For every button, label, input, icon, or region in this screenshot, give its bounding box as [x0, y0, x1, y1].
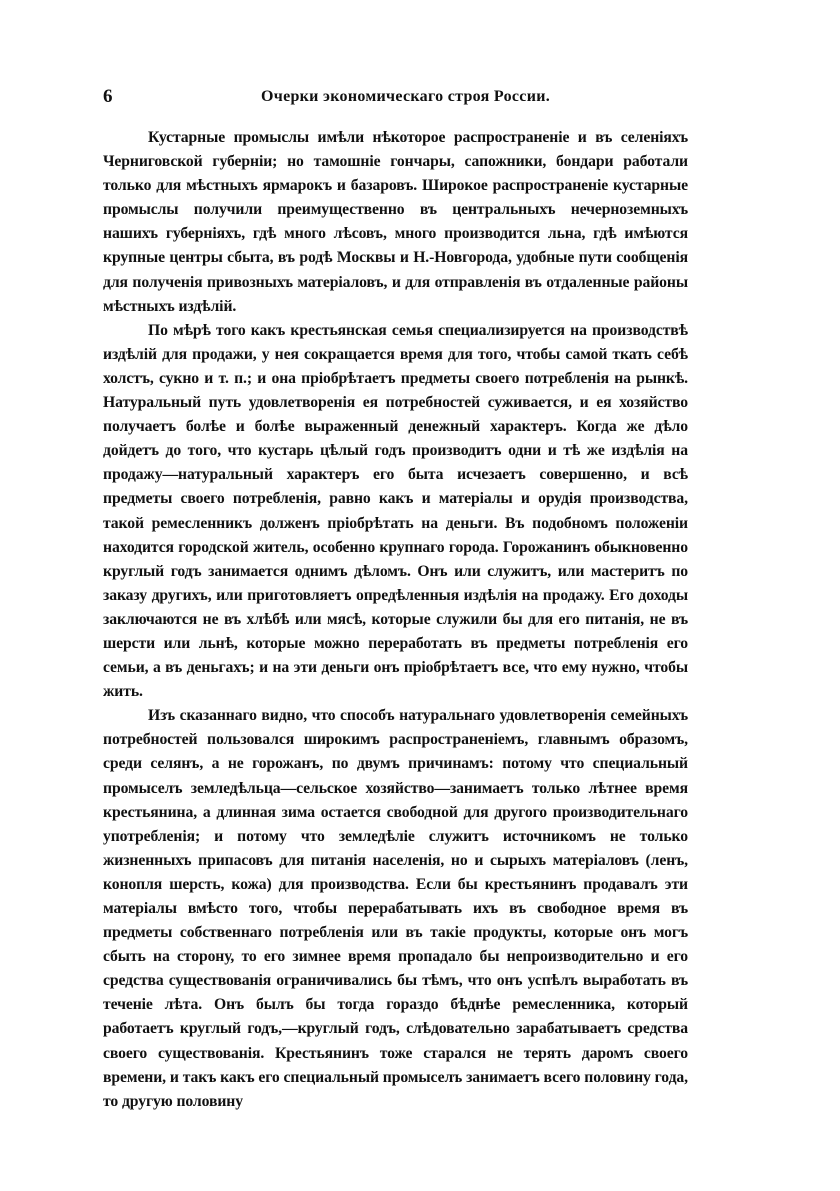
paragraph-2: По мѣрѣ того какъ крестьянская семья специализируется на производствѣ издѣлiй для продажи, у нея сокращается время для того, чтобы самой ткать себѣ холстъ, сукно и т. п.; и она прiобрѣтаетъ предметы своего потребленiя на рынкѣ. Натуральный путь удовлетворенiя ея потребностей суживается, и ея хозяйство получаетъ болѣе и болѣе выраженный денежный характеръ. Когда же дѣло дойдетъ до того, что кустарь цѣлый годъ производитъ одни и тѣ же издѣлiя на продажу—натуральный характеръ его быта исчезаетъ совершенно, и всѣ предметы своего потребленiя, равно какъ и матерiалы и орудiя производства, такой ремесленникъ долженъ прiобрѣтать на деньги. Въ подобномъ положенiи находится городской житель, особенно крупнаго города. Горожанинъ обыкновенно круглый годъ занимается однимъ дѣломъ. Онъ или служитъ, или мастеритъ по заказу другихъ, или приготовляетъ опредѣленныя издѣлiя на продажу. Его доходы заключаются не въ хлѣбѣ или мясѣ, которые служили бы для его питанiя, не въ шерсти или льнѣ, которые можно переработать въ предметы потребленiя его семьи, а въ деньгахъ; и на эти деньги онъ прiобрѣтаетъ все, что ему нужно, чтобы жить.	[103, 321, 688, 701]
paragraph-1: Кустарные промыслы имѣли нѣкоторое распространенiе и въ селенiяхъ Черниговской губернiи; но тамошнiе гончары, сапожники, бондари работали только для мѣстныхъ ярмарокъ и базаровъ. Широкое распространенiе кустарные промыслы получили преимущественно въ центральныхъ нечерноземныхъ нашихъ губернiяхъ, гдѣ много лѣсовъ, много производится льна, гдѣ имѣются крупные центры сбыта, въ родѣ Москвы и Н.-Новгорода, удобные пути сообщенiя для полученiя привозныхъ матерiаловъ, и для отправленiя въ отдаленные районы мѣстныхъ издѣлiй.	[103, 129, 688, 315]
body-text	[103, 126, 688, 1114]
running-title: Очерки экономическаго строя России.	[261, 88, 551, 105]
page-number: 6	[103, 86, 113, 107]
paragraph-3: Изъ сказаннаго видно, что способъ натуральнаго удовлетворенiя семейныхъ потребностей пользовался широкимъ распространенiемъ, главнымъ образомъ, среди селянъ, а не горожанъ, по двумъ причинамъ: потому что специальный промыселъ земледѣльца—сельское хозяйство—занимаетъ только лѣтнее время крестьянина, а длинная зима остается свободной для другого производительнаго употребленiя; и потому что земледѣлiе служитъ источникомъ не только жизненныхъ припасовъ для питанiя населенiя, но и сырыхъ матерiаловъ (ленъ, конопля шерсть, кожа) для производства. Если бы крестьянинъ продавалъ эти матерiалы вмѣсто того, чтобы перерабатывать ихъ въ свободное время въ предметы собственнаго потребленiя или въ такiе продукты, которые онъ могъ сбыть на сторону, то его зимнее время пропадало бы непроизводительно и его средства существованiя ограничивались бы тѣмъ, что онъ успѣлъ выработать въ теченiе лѣта. Онъ былъ бы тогда гораздо бѣднѣе ремесленника, который работаетъ круглый годъ,—круглый годъ, слѣдовательно зарабатываетъ средства своего существованiя. Крестьянинъ тоже старался не терять даромъ своего времени, и такъ какъ его специальный промыселъ занимаетъ всего половину года, то другую половину	[103, 707, 688, 1110]
running-head	[103, 82, 688, 112]
book-page	[103, 82, 688, 1114]
